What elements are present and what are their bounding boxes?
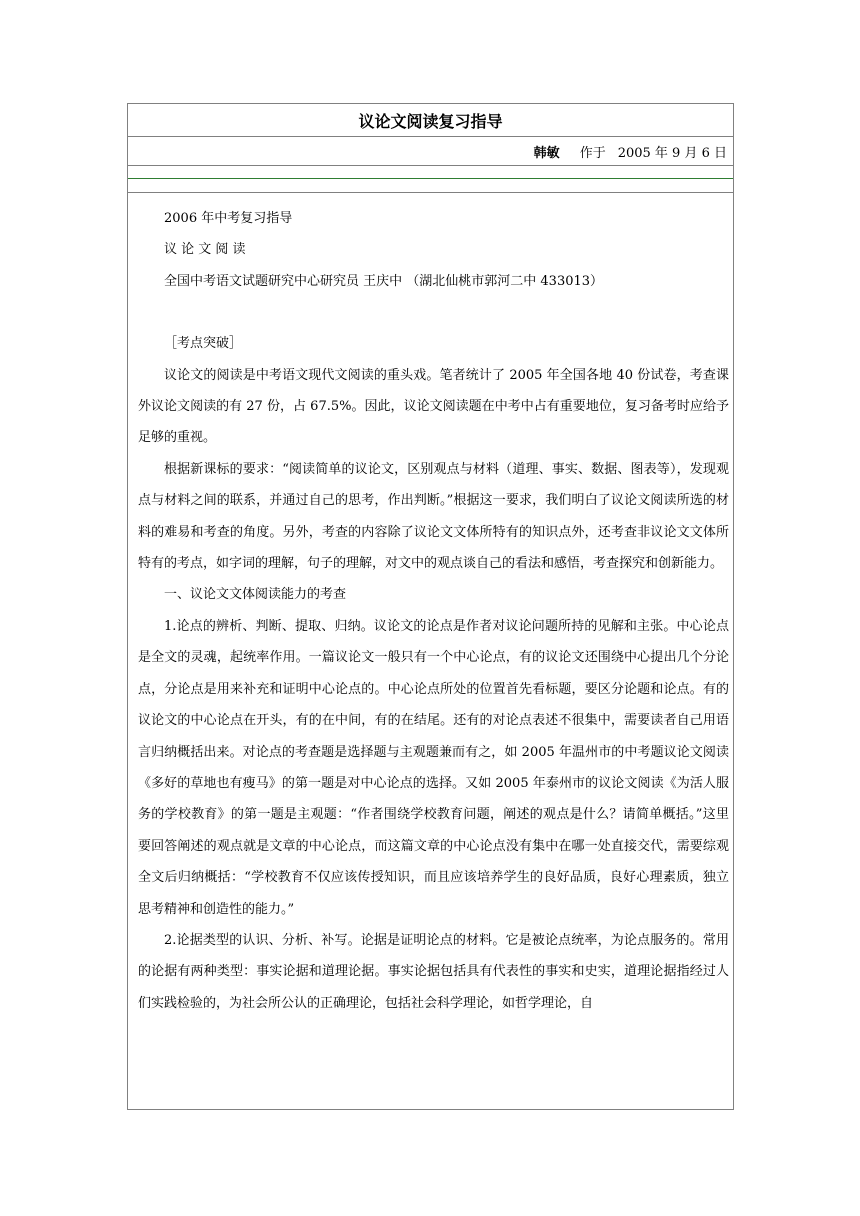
document-frame: [127, 103, 734, 1110]
article-body: [128, 193, 733, 1019]
paragraph: 1.论点的辨析、判断、提取、归纳。议论文的论点是作者对议论问题所持的见解和主张。中心论点是全文的灵魂，起统率作用。一篇议论文一般只有一个中心论点，有的议论文还围绕中心提出几个分论点，分论点是用来补充和证明中心论点的。中心论点所处的位置首先看标题，要区分论题和论点。有的议论文的中心论点在开头，有的在中间，有的在结尾。还有的对论点表述不很集中，需要读者自己用语言归纳概括出来。对论点的考查题是选择题与主观题兼而有之，如 2005 年温州市的中考题议论文阅读《多好的草地也有瘦马》的第一题是对中心论点的选择。又如 2005 年泰州市的议论文阅读《为活人服务的学校教育》的第一题是主观题：“作者围绕学校教育问题，阐述的观点是什么？请简单概括。”这里要回答阐述的观点就是文章的中心论点，而这篇文章的中心论点没有集中在哪一处直接交代，需要综观全文后归纳概括：“学校教育不仅应该传授知识，而且应该培养学生的良好品质，良好心理素质，独立思考精神和创造性的能力。”: [138, 618, 729, 917]
heading-line: 全国中考语文试题研究中心研究员 王庆中 （湖北仙桃市郭河二中 433013）: [164, 273, 604, 289]
paragraph: 2.论据类型的认识、分析、补写。论据是证明论点的材料。它是被论点统率，为论点服务的。常用的论据有两种类型：事实论据和道理论据。事实论据包括具有代表性的事实和史实，道理论据指经过人们实践检验的，为社会所公认的正确理论，包括社会科学理论，如哲学理论，自: [138, 932, 729, 1011]
written-date: 2005 年 9 月 6 日: [617, 145, 727, 161]
byline: [128, 137, 733, 166]
heading-line: 议 论 文 阅 读: [164, 242, 246, 258]
subheading: 一、议论文文体阅读能力的考查: [164, 587, 347, 603]
written-label: 作于: [579, 145, 606, 161]
horizontal-rule: [128, 166, 733, 193]
paragraph: 根据新课标的要求：“阅读简单的议论文，区别观点与材料（道理、事实、数据、图表等），发现观点与材料之间的联系，并通过自己的思考，作出判断。”根据这一要求，我们明白了议论文阅读所选的材料的难易和考查的角度。另外，考查的内容除了议论文文体所特有的知识点外，还考查非议论文文体所特有的考点，如字词的理解，句子的理解，对文中的观点谈自己的看法和感悟，考查探究和创新能力。: [138, 461, 729, 572]
horizontal-rule-line: [128, 178, 733, 179]
document-title: 议论文阅读复习指导: [128, 104, 733, 137]
section-label: ［考点突破］: [164, 336, 243, 352]
spacer: [138, 297, 729, 328]
author-name: 韩敏: [533, 145, 560, 161]
heading-line: 2006 年中考复习指导: [164, 211, 293, 226]
paragraph: 议论文的阅读是中考语文现代文阅读的重头戏。笔者统计了 2005 年全国各地 40 份试卷，考查课外议论文阅读的有 27 份，占 67.5%。因此，议论文阅读题在中考中占有重要地位，复习备考时应给予足够的重视。: [138, 367, 729, 446]
